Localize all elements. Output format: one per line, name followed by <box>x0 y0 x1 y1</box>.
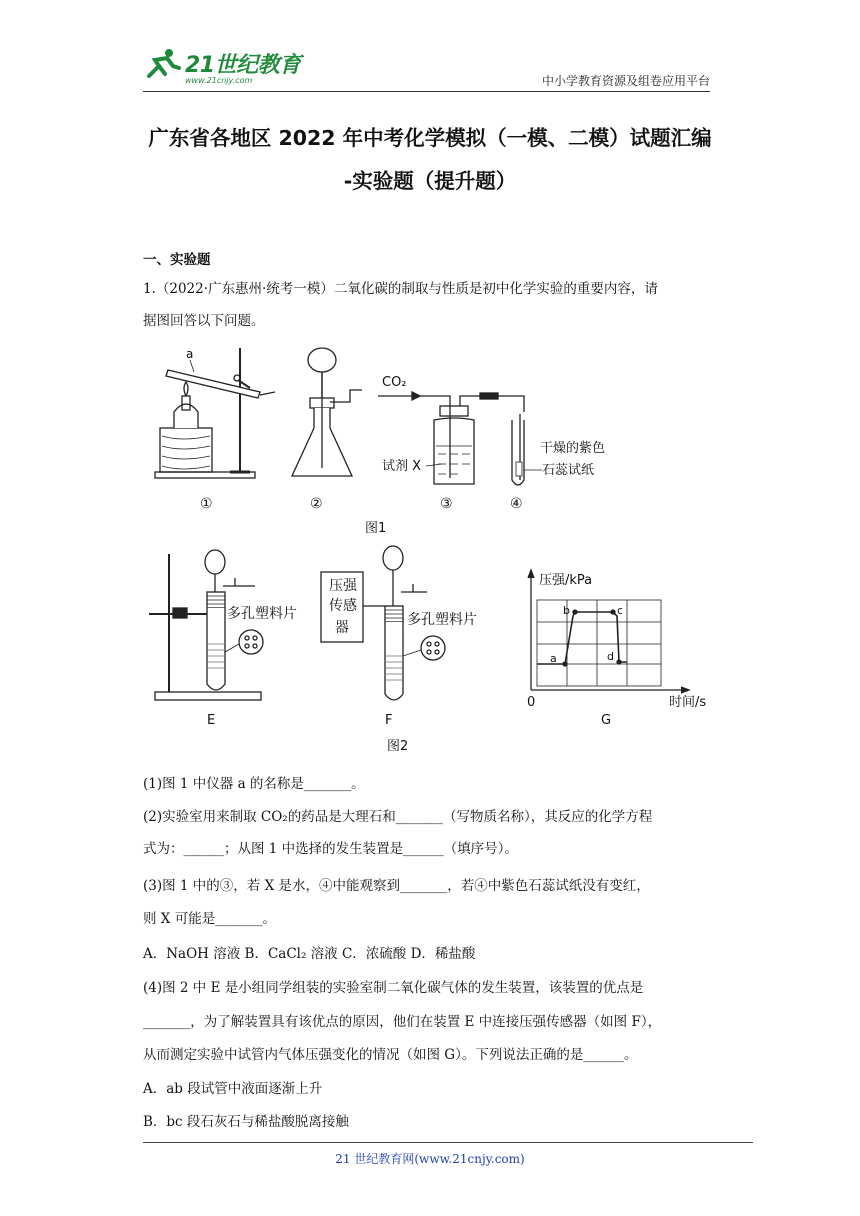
footer-divider <box>143 1142 753 1143</box>
litmus-label-2: 石蕊试纸 <box>542 463 595 478</box>
section-heading: 一、实验题 <box>143 252 211 268</box>
porous-label-e: 多孔塑料片 <box>227 606 297 622</box>
question-2a: (2)实验室用来制取 CO₂的药品是大理石和_______（写物质名称），其反应的化学方程 <box>143 809 653 825</box>
label-n4: ④ <box>510 496 523 512</box>
question-2b: 式为：______；从图 1 中选择的发生装置是______（填序号）。 <box>143 841 518 857</box>
point-a-label: a <box>550 652 557 665</box>
label-n3: ③ <box>440 496 453 512</box>
page-title: 广东省各地区 2022 年中考化学模拟（一模、二模）试题汇编 <box>148 126 712 150</box>
figure-2 <box>145 544 725 754</box>
question-1: (1)图 1 中仪器 a 的名称是_______。 <box>143 776 365 792</box>
co2-label: CO₂ <box>382 375 407 390</box>
pressure-chart-g <box>528 570 689 693</box>
label-a: a <box>186 347 194 361</box>
page-header <box>143 48 710 90</box>
question-4-option-b: B．bc 段石灰石与稀盐酸脱离接触 <box>143 1114 349 1130</box>
point-b-label: b <box>563 604 570 617</box>
label-e: E <box>207 713 216 728</box>
figure-2-caption: 图2 <box>387 739 409 754</box>
chart-xlabel: 时间/s <box>669 695 707 710</box>
chart-ylabel: 压强/kPa <box>539 573 593 588</box>
heating-apparatus-1 <box>155 348 275 478</box>
wash-bottle-3 <box>420 393 524 484</box>
question-3-options: A．NaOH 溶液 B．CaCl₂ 溶液 C．浓硫酸 D．稀盐酸 <box>143 946 476 962</box>
point-c-label: c <box>617 604 624 617</box>
runner-logo-icon <box>143 48 183 78</box>
question-3a: (3)图 1 中的③，若 X 是水，④中能观察到_______，若④中紫色石蕊试纸没有变红， <box>143 878 650 894</box>
apparatus-e <box>149 550 263 700</box>
flask-apparatus-2 <box>292 348 362 476</box>
figure-1 <box>150 340 630 540</box>
question-intro-1: 1.（2022·广东惠州·统考一模）二氧化碳的制取与性质是初中化学实验的重要内容，请 <box>143 281 658 297</box>
label-f: F <box>385 713 393 728</box>
question-4b: _______，为了解装置具有该优点的原因，他们在装置 E 中连接压强传感器（如图 F）， <box>143 1014 662 1030</box>
point-d-label: d <box>607 650 614 663</box>
litmus-label-1: 干燥的紫色 <box>540 441 606 456</box>
page-footer: 21 世纪教育网(www.21cnjy.com) <box>335 1152 525 1166</box>
question-4-option-a: A．ab 段试管中液面逐渐上升 <box>143 1081 323 1097</box>
reagent-label: 试剂 X <box>382 459 422 474</box>
page-subtitle: -实验题（提升题） <box>343 169 517 193</box>
label-g: G <box>601 713 612 728</box>
test-tube-4 <box>512 414 524 485</box>
sensor-label-1: 压强 <box>329 578 357 594</box>
logo-text: 21世纪教育 <box>185 53 301 78</box>
header-divider <box>143 91 710 92</box>
label-n1: ① <box>200 496 213 512</box>
logo-url: www.21cnjy.com <box>185 76 253 85</box>
question-intro-2: 据图回答以下问题。 <box>143 313 265 329</box>
site-logo <box>143 48 301 79</box>
porous-label-f: 多孔塑料片 <box>407 612 477 628</box>
figure-1-caption: 图1 <box>365 521 387 536</box>
question-4c: 从而测定实验中试管内气体压强变化的情况（如图 G）。下列说法正确的是______。 <box>143 1047 638 1063</box>
sensor-label-2: 传感 <box>329 598 357 614</box>
question-4a: (4)图 2 中 E 是小组同学组装的实验室制二氧化碳气体的发生装置，该装置的优点是 <box>143 980 644 996</box>
sensor-label-3: 器 <box>335 620 349 636</box>
question-3b: 则 X 可能是_______。 <box>143 911 276 927</box>
platform-name: 中小学教育资源及组卷应用平台 <box>541 74 710 88</box>
chart-origin: 0 <box>527 695 536 710</box>
label-n2: ② <box>310 496 323 512</box>
